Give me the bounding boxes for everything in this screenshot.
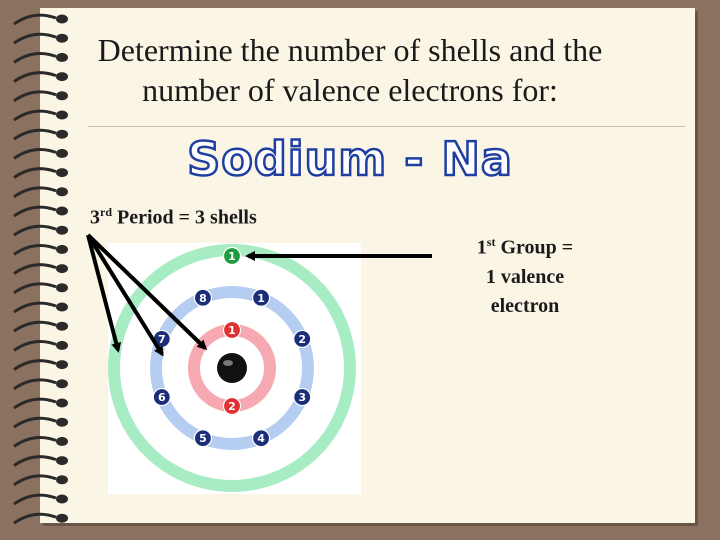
shell3-electron-number: 1 xyxy=(228,250,236,263)
shell2-electron xyxy=(294,330,311,347)
group-ordinal: 1 xyxy=(476,236,487,259)
shell2-electron xyxy=(153,389,170,406)
shell2-electron-number: 8 xyxy=(199,291,207,305)
group-text-1: Group = xyxy=(500,236,574,259)
shell2-electron-number: 4 xyxy=(257,432,265,446)
page-title: Determine the number of shells and the number of valence electrons for: xyxy=(97,32,603,108)
shell1-electron-number: 2 xyxy=(228,400,236,413)
shell3-electron xyxy=(224,248,241,265)
period-suffix: rd xyxy=(100,205,112,219)
shell2-electron-number: 3 xyxy=(298,391,307,405)
shell2-electron xyxy=(253,430,270,447)
shell2-electron xyxy=(194,430,211,447)
shell2-electron-number: 7 xyxy=(157,332,166,346)
shell2-electron-number: 1 xyxy=(257,291,265,305)
nucleus xyxy=(217,353,247,383)
period-ordinal: 3 xyxy=(90,206,100,229)
shell2-electron-number: 6 xyxy=(157,391,166,405)
period-text: Period = 3 shells xyxy=(117,206,257,229)
shell2-electron xyxy=(194,289,211,306)
shell1-electron-number: 1 xyxy=(228,324,236,337)
shell1-electron xyxy=(224,322,241,339)
shell2-electron xyxy=(294,389,311,406)
group-suffix: st xyxy=(486,235,496,249)
shell2-electron-number: 5 xyxy=(199,432,207,446)
nucleus-highlight xyxy=(223,360,233,366)
shell2-electron xyxy=(253,289,270,306)
group-line-2: 1 valence xyxy=(485,265,565,288)
group-line-3: electron xyxy=(490,294,560,317)
bohr-model xyxy=(114,248,350,487)
shell2-electron-number: 2 xyxy=(298,332,307,346)
shell1-electron xyxy=(224,398,241,415)
element-name: Sodium - Na xyxy=(187,132,513,186)
